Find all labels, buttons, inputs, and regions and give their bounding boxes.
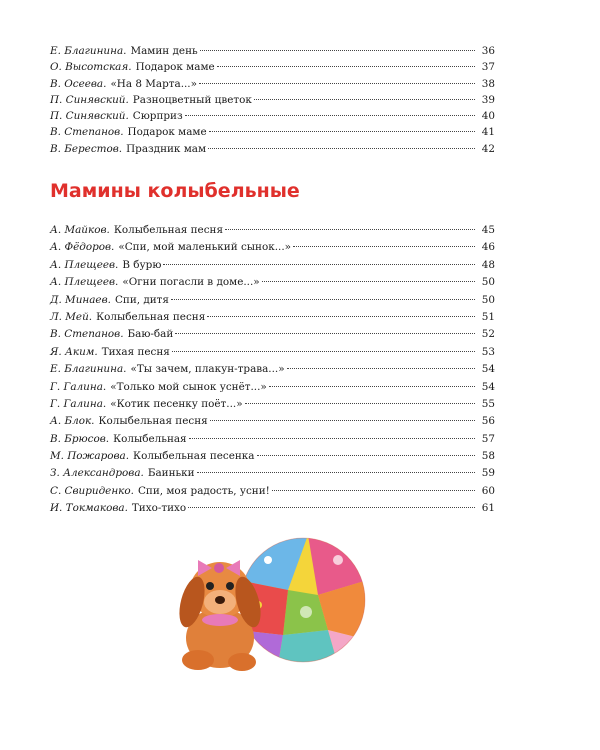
toc-title: «Ты зачем, плакун-трава...» <box>130 363 285 376</box>
toc-page-number: 39 <box>481 93 495 106</box>
toc-author: В. Берестов. <box>50 142 123 155</box>
toc-title: Тихая песня <box>101 345 170 358</box>
toc-entry <box>50 92 495 108</box>
toc-title: Разноцветный цветок <box>132 93 252 106</box>
toc-author: М. Пожарова. <box>50 450 130 463</box>
toc-title: Тихо-тихо <box>131 502 187 515</box>
toc-page-number: 40 <box>481 110 495 123</box>
toc-entry <box>50 326 495 343</box>
toc-page-number: 42 <box>481 142 495 155</box>
toc-page-number: 61 <box>481 502 495 515</box>
toc-page-number: 54 <box>481 380 495 393</box>
toc-author: А. Фёдоров. <box>50 241 115 254</box>
toc-author: С. Свириденко. <box>50 484 134 497</box>
toc-entry <box>50 500 495 517</box>
toc-entry <box>50 292 495 309</box>
toc-list-top <box>50 43 495 157</box>
toc-title: «Только мой сынок уснёт...» <box>110 380 267 393</box>
toc-title: Баю-бай <box>127 328 174 341</box>
toc-title: «Огни погасли в доме...» <box>122 276 260 289</box>
toc-title: Колыбельная песня <box>96 310 206 323</box>
toc-entry <box>50 396 495 413</box>
toc-leader-dots <box>217 66 475 67</box>
toc-leader-dots <box>172 351 475 352</box>
toc-page-number: 51 <box>481 310 495 323</box>
toc-title: «Спи, мой маленький сынок...» <box>118 241 291 254</box>
toc-page-number: 37 <box>481 61 495 74</box>
toc-leader-dots <box>272 490 475 491</box>
toc-page-number: 36 <box>481 45 495 57</box>
toc-entry <box>50 413 495 430</box>
toc-leader-dots <box>175 333 475 334</box>
toc-title: Спи, моя радость, усни! <box>137 484 270 497</box>
toc-page-number: 55 <box>481 397 495 410</box>
toc-page-number: 50 <box>481 276 495 289</box>
toc-entry <box>50 108 495 124</box>
toc-author: И. Токмакова. <box>50 502 128 515</box>
toc-entry <box>50 309 495 326</box>
toc-title: В бурю <box>122 258 162 271</box>
toc-leader-dots <box>287 368 475 369</box>
toc-leader-dots <box>254 99 475 100</box>
toc-author: В. Брюсов. <box>50 432 110 445</box>
toc-author: Г. Галина. <box>50 380 107 393</box>
toc-author: А. Майков. <box>50 224 110 236</box>
toc-entry <box>50 483 495 500</box>
toc-leader-dots <box>208 148 475 149</box>
toc-author: Е. Благинина. <box>50 45 127 57</box>
puppy-and-ball-illustration <box>168 520 368 680</box>
toc-author: Я. Аким. <box>50 345 98 358</box>
toc-title: Баиньки <box>147 467 195 480</box>
toc-page-number: 56 <box>481 415 495 428</box>
toc-leader-dots <box>269 386 475 387</box>
toc-title: Подарок маме <box>135 61 215 74</box>
toc-author: Л. Мей. <box>50 310 93 323</box>
toc-leader-dots <box>163 264 475 265</box>
toc-leader-dots <box>189 438 475 439</box>
toc-title: Колыбельная песня <box>113 224 223 236</box>
toc-author: Д. Минаев. <box>50 293 111 306</box>
toc-title: Спи, дитя <box>114 293 169 306</box>
toc-entry <box>50 274 495 291</box>
toc-entry <box>50 257 495 274</box>
toc-leader-dots <box>207 316 475 317</box>
toc-author: А. Плещеев. <box>50 258 119 271</box>
toc-author: П. Синявский. <box>50 93 129 106</box>
toc-page-number: 54 <box>481 363 495 376</box>
toc-entry <box>50 59 495 75</box>
toc-author: В. Степанов. <box>50 328 124 341</box>
toc-entry <box>50 431 495 448</box>
toc-leader-dots <box>209 131 475 132</box>
toc-leader-dots <box>200 50 475 51</box>
toc-title: Колыбельная песня <box>98 415 208 428</box>
toc-page-number: 57 <box>481 432 495 445</box>
toc-page-number: 52 <box>481 328 495 341</box>
toc-page-number: 45 <box>481 224 495 236</box>
toc-leader-dots <box>171 299 475 300</box>
toc-author: Г. Галина. <box>50 397 107 410</box>
toc-author: Е. Благинина. <box>50 363 127 376</box>
toc-entry <box>50 76 495 92</box>
toc-author: О. Высотская. <box>50 61 132 74</box>
toc-title: «На 8 Марта...» <box>110 77 197 90</box>
toc-entry <box>50 465 495 482</box>
toc-page-number: 46 <box>481 241 495 254</box>
toc-page-number: 53 <box>481 345 495 358</box>
toc-page-number: 38 <box>481 77 495 90</box>
toc-title: Подарок маме <box>127 126 207 139</box>
toc-entry <box>50 239 495 256</box>
toc-leader-dots <box>257 455 476 456</box>
toc-entry <box>50 448 495 465</box>
toc-author: В. Степанов. <box>50 126 124 139</box>
toc-entry <box>50 43 495 59</box>
toc-leader-dots <box>245 403 475 404</box>
toc-leader-dots <box>225 229 475 230</box>
toc-title: Колыбельная песенка <box>133 450 255 463</box>
toc-page-number: 58 <box>481 450 495 463</box>
toc-title: Мамин день <box>130 45 198 57</box>
toc-author: П. Синявский. <box>50 110 129 123</box>
toc-title: «Котик песенку поёт...» <box>110 397 243 410</box>
toc-leader-dots <box>188 507 475 508</box>
toc-author: А. Плещеев. <box>50 276 119 289</box>
toc-leader-dots <box>293 246 475 247</box>
toc-leader-dots <box>262 281 475 282</box>
toc-page-number: 41 <box>481 126 495 139</box>
toc-page-number: 50 <box>481 293 495 306</box>
toc-entry <box>50 124 495 140</box>
toc-title: Праздник мам <box>126 142 207 155</box>
toc-page-number: 60 <box>481 484 495 497</box>
toc-leader-dots <box>185 115 475 116</box>
toc-page-number: 59 <box>481 467 495 480</box>
toc-page-number: 48 <box>481 258 495 271</box>
toc-title: Сюрприз <box>132 110 183 123</box>
toc-entry <box>50 344 495 361</box>
toc-leader-dots <box>199 83 475 84</box>
toc-leader-dots <box>197 472 475 473</box>
toc-list-lullabies <box>50 222 495 518</box>
toc-leader-dots <box>210 420 475 421</box>
toc-entry <box>50 361 495 378</box>
toc-entry <box>50 379 495 396</box>
section-title: Мамины колыбельные <box>50 180 300 202</box>
toc-entry <box>50 141 495 157</box>
toc-title: Колыбельная <box>113 432 187 445</box>
toc-author: З. Александрова. <box>50 467 144 480</box>
toc-author: В. Осеева. <box>50 77 107 90</box>
toc-entry <box>50 222 495 239</box>
toc-author: А. Блок. <box>50 415 95 428</box>
